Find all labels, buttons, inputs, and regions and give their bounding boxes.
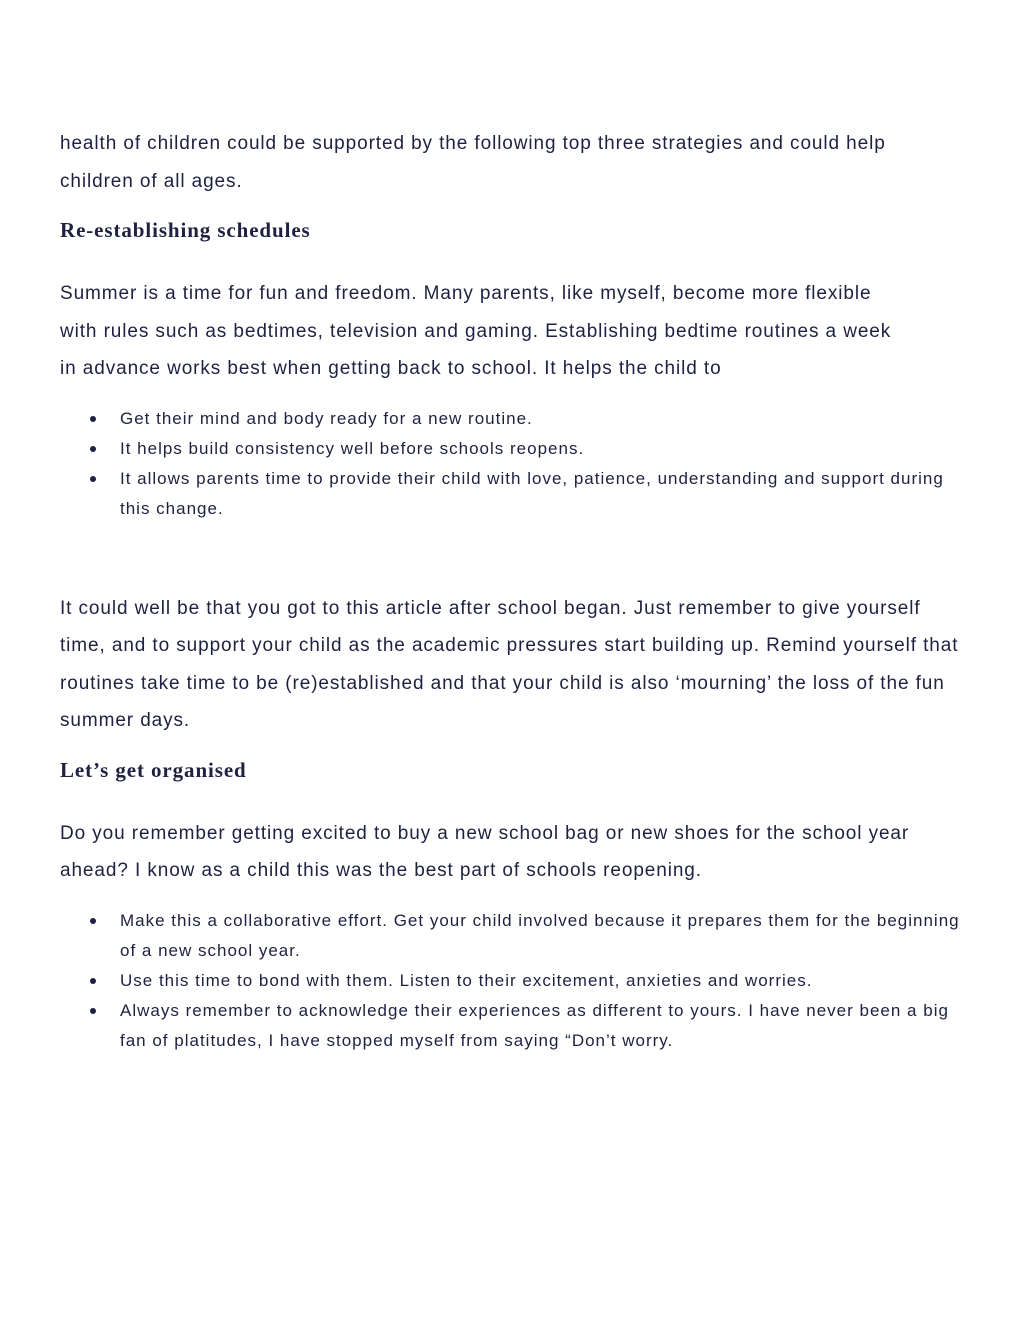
- list-item: [60, 404, 960, 434]
- list-item: [60, 966, 960, 996]
- list-item-text: Get their mind and body ready for a new routine.: [120, 408, 533, 428]
- article-body: [60, 125, 960, 1056]
- schedules-paragraph: Summer is a time for fun and freedom. Many parents, like myself, become more flexible with rules such as bedtimes, television and gaming. Establishing bedtime routines a week in advance works best when getting back to school. It helps the child to: [60, 283, 892, 379]
- section-heading-organised: Let’s get organised: [60, 757, 247, 782]
- list-item: [60, 906, 960, 966]
- list-item: [60, 996, 960, 1056]
- schedules-bullet-list: [60, 404, 960, 524]
- list-item: [60, 434, 960, 464]
- list-item-text: Use this time to bond with them. Listen to their excitement, anxieties and worries.: [120, 970, 813, 990]
- followup-paragraph: It could well be that you got to this article after school began. Just remember to give yourself time, and to support your child as the academic pressures start building up. Remind yourself that routines take time to be (re)established and that your child is also ‘mourning’ the loss of the fun summer days.: [60, 597, 959, 731]
- organised-paragraph: Do you remember getting excited to buy a new school bag or new shoes for the school year ahead? I know as a child this was the best part of schools reopening.: [60, 822, 910, 881]
- bullet-icon: [90, 918, 96, 924]
- list-item: [60, 464, 960, 524]
- bullet-icon: [90, 1008, 96, 1014]
- list-item-text: It helps build consistency well before schools reopens.: [120, 438, 585, 458]
- list-item-text: It allows parents time to provide their child with love, patience, understanding and support during this change.: [120, 468, 944, 518]
- list-item-text: Always remember to acknowledge their experiences as different to yours. I have never been a big fan of platitudes, I have stopped myself from saying “Don’t worry.: [120, 1000, 949, 1050]
- bullet-icon: [90, 476, 96, 482]
- bullet-icon: [90, 978, 96, 984]
- bullet-icon: [90, 446, 96, 452]
- bullet-icon: [90, 416, 96, 422]
- organised-bullet-list: [60, 906, 960, 1056]
- section-heading-schedules: Re-establishing schedules: [60, 218, 311, 242]
- intro-paragraph: health of children could be supported by the following top three strategies and could help children of all ages.: [60, 133, 886, 192]
- list-item-text: Make this a collaborative effort. Get your child involved because it prepares them for the beginning of a new school year.: [120, 910, 960, 960]
